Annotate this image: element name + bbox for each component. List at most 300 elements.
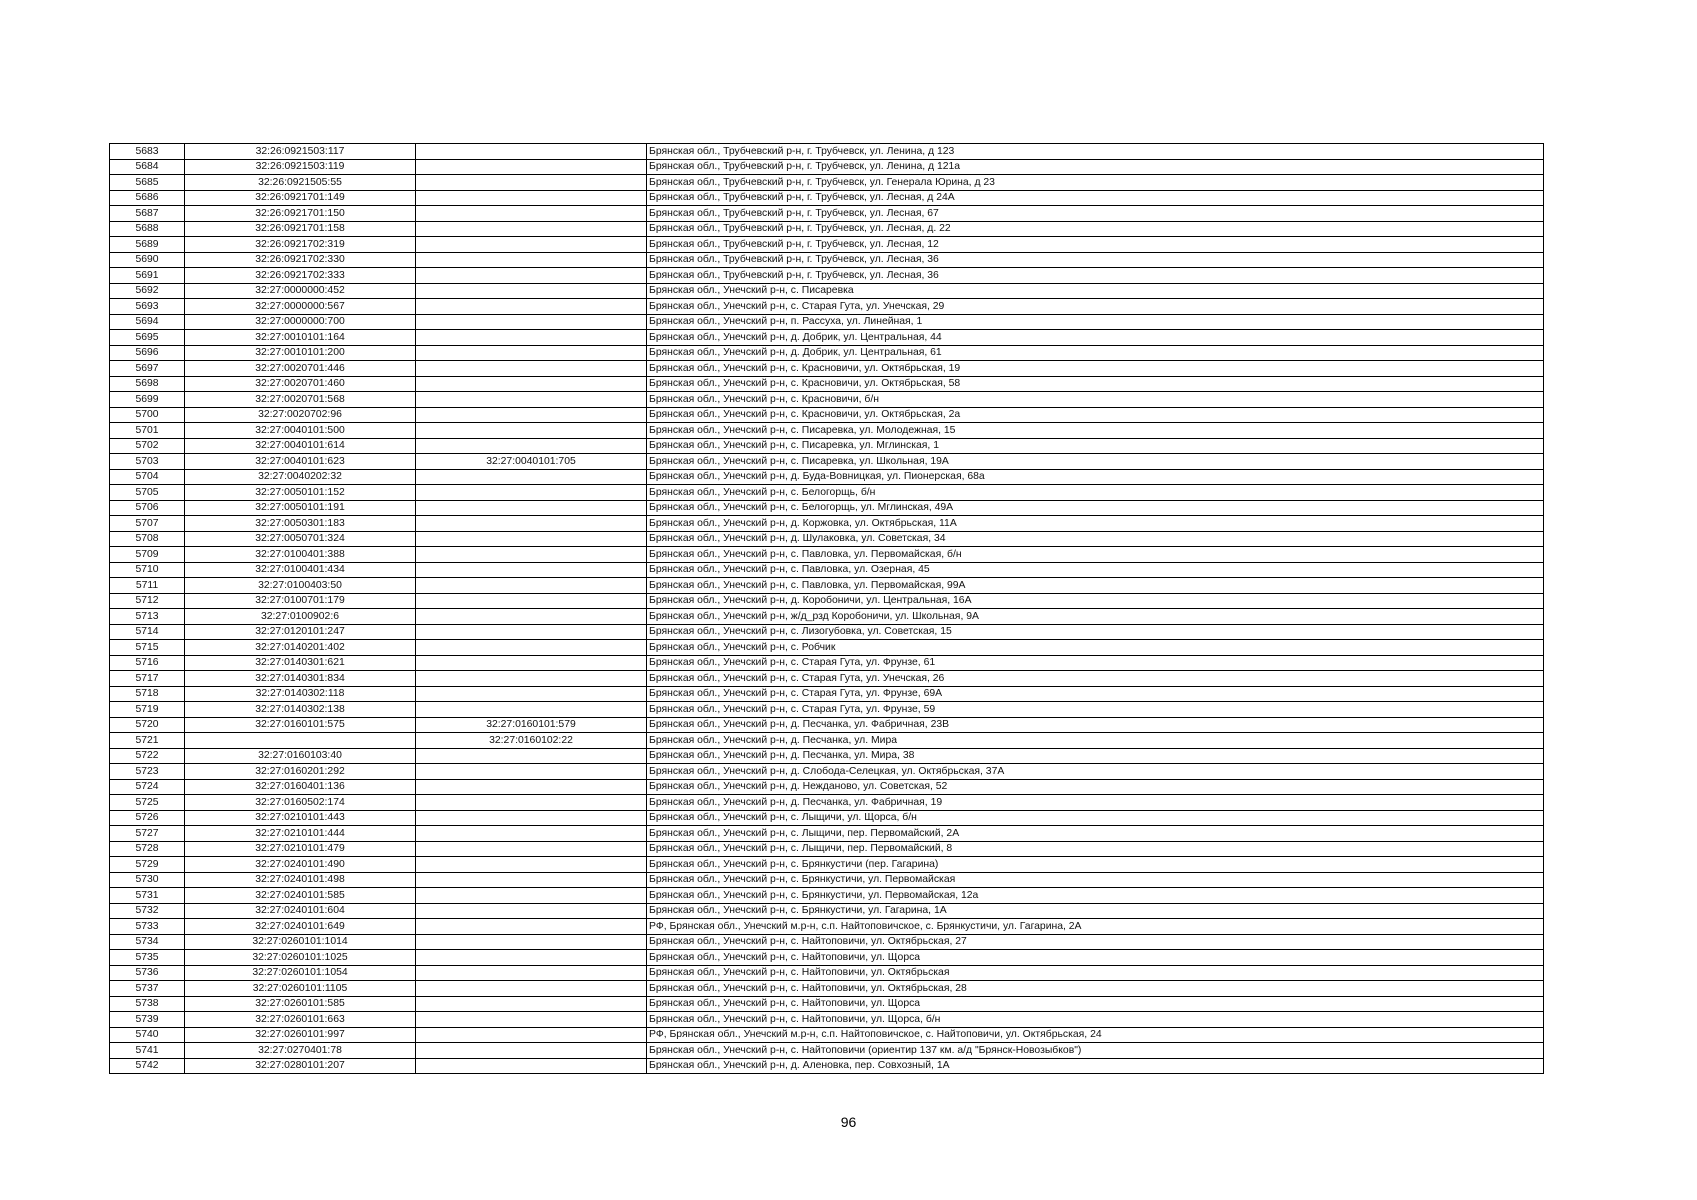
table-row <box>110 144 1544 160</box>
row-number-cell: 5734 <box>110 934 185 950</box>
table-row <box>110 407 1544 423</box>
row-number-cell: 5737 <box>110 981 185 997</box>
related-cadastral-number-cell <box>416 578 647 594</box>
address-cell: Брянская обл., Унечский р-н, с. Робчик <box>647 640 1544 656</box>
row-number-cell: 5717 <box>110 671 185 687</box>
table-row <box>110 268 1544 284</box>
table-row <box>110 841 1544 857</box>
table-row <box>110 500 1544 516</box>
row-number-cell: 5711 <box>110 578 185 594</box>
cadastral-number-cell: 32:27:0280101:207 <box>185 1058 416 1074</box>
address-cell: Брянская обл., Унечский р-н, с. Найтоповичи, ул. Щорса, б/н <box>647 1012 1544 1028</box>
cadastral-number-cell: 32:27:0100403:50 <box>185 578 416 594</box>
related-cadastral-number-cell: 32:27:0160102:22 <box>416 733 647 749</box>
address-cell: Брянская обл., Трубчевский р-н, г. Трубчевск, ул. Лесная, 12 <box>647 237 1544 253</box>
cadastral-number-cell: 32:27:0000000:700 <box>185 314 416 330</box>
address-cell: Брянская обл., Унечский р-н, д. Добрик, ул. Центральная, 61 <box>647 345 1544 361</box>
table-row <box>110 330 1544 346</box>
cadastral-number-cell: 32:26:0921503:119 <box>185 159 416 175</box>
table-row <box>110 485 1544 501</box>
row-number-cell: 5721 <box>110 733 185 749</box>
row-number-cell: 5741 <box>110 1043 185 1059</box>
row-number-cell: 5728 <box>110 841 185 857</box>
cadastral-number-cell: 32:27:0160502:174 <box>185 795 416 811</box>
table-row <box>110 593 1544 609</box>
row-number-cell: 5684 <box>110 159 185 175</box>
table-row <box>110 686 1544 702</box>
address-cell: Брянская обл., Унечский р-н, д. Коробоничи, ул. Центральная, 16А <box>647 593 1544 609</box>
table-row <box>110 190 1544 206</box>
related-cadastral-number-cell <box>416 764 647 780</box>
table-row <box>110 872 1544 888</box>
related-cadastral-number-cell <box>416 500 647 516</box>
row-number-cell: 5731 <box>110 888 185 904</box>
related-cadastral-number-cell <box>416 485 647 501</box>
related-cadastral-number-cell <box>416 206 647 222</box>
cadastral-number-cell: 32:27:0260101:663 <box>185 1012 416 1028</box>
address-cell: Брянская обл., Унечский р-н, с. Брянкустичи, ул. Гагарина, 1А <box>647 903 1544 919</box>
table-row <box>110 438 1544 454</box>
address-cell: Брянская обл., Унечский р-н, ж/д_рзд Коробоничи, ул. Школьная, 9А <box>647 609 1544 625</box>
row-number-cell: 5688 <box>110 221 185 237</box>
related-cadastral-number-cell <box>416 934 647 950</box>
related-cadastral-number-cell <box>416 655 647 671</box>
cadastral-number-cell: 32:27:0240101:585 <box>185 888 416 904</box>
table-row <box>110 702 1544 718</box>
related-cadastral-number-cell <box>416 1058 647 1074</box>
related-cadastral-number-cell <box>416 1012 647 1028</box>
row-number-cell: 5726 <box>110 810 185 826</box>
table-row <box>110 423 1544 439</box>
cadastral-number-cell: 32:26:0921701:158 <box>185 221 416 237</box>
related-cadastral-number-cell <box>416 547 647 563</box>
table-row <box>110 888 1544 904</box>
row-number-cell: 5704 <box>110 469 185 485</box>
address-cell: Брянская обл., Трубчевский р-н, г. Трубчевск, ул. Лесная, д 24А <box>647 190 1544 206</box>
related-cadastral-number-cell <box>416 516 647 532</box>
related-cadastral-number-cell <box>416 330 647 346</box>
row-number-cell: 5735 <box>110 950 185 966</box>
row-number-cell: 5707 <box>110 516 185 532</box>
cadastral-number-cell: 32:26:0921701:149 <box>185 190 416 206</box>
address-cell: Брянская обл., Унечский р-н, д. Коржовка, ул. Октябрьская, 11А <box>647 516 1544 532</box>
address-cell: Брянская обл., Трубчевский р-н, г. Трубчевск, ул. Лесная, 36 <box>647 268 1544 284</box>
cadastral-number-cell: 32:27:0240101:490 <box>185 857 416 873</box>
cadastral-number-cell: 32:27:0210101:444 <box>185 826 416 842</box>
cadastral-number-cell: 32:27:0160101:575 <box>185 717 416 733</box>
related-cadastral-number-cell <box>416 795 647 811</box>
table-row <box>110 159 1544 175</box>
table-row <box>110 237 1544 253</box>
table-row <box>110 903 1544 919</box>
address-cell: Брянская обл., Унечский р-н, д. Добрик, ул. Центральная, 44 <box>647 330 1544 346</box>
cadastral-number-cell: 32:26:0921701:150 <box>185 206 416 222</box>
table-row <box>110 857 1544 873</box>
address-cell: РФ, Брянская обл., Унечский м.р-н, с.п. Найтоповичское, с. Брянкустичи, ул. Гагарина, 2А <box>647 919 1544 935</box>
row-number-cell: 5730 <box>110 872 185 888</box>
table-row <box>110 283 1544 299</box>
cadastral-number-cell: 32:27:0050101:191 <box>185 500 416 516</box>
related-cadastral-number-cell <box>416 221 647 237</box>
row-number-cell: 5738 <box>110 996 185 1012</box>
row-number-cell: 5702 <box>110 438 185 454</box>
cadastral-number-cell: 32:27:0020701:446 <box>185 361 416 377</box>
address-cell: Брянская обл., Унечский р-н, с. Красновичи, ул. Октябрьская, 2а <box>647 407 1544 423</box>
address-cell: Брянская обл., Унечский р-н, с. Старая Гута, ул. Фрунзе, 59 <box>647 702 1544 718</box>
cadastral-number-cell: 32:27:0040202:32 <box>185 469 416 485</box>
related-cadastral-number-cell <box>416 841 647 857</box>
row-number-cell: 5698 <box>110 376 185 392</box>
cadastral-number-cell: 32:27:0160401:136 <box>185 779 416 795</box>
cadastral-number-cell: 32:27:0040101:623 <box>185 454 416 470</box>
table-row <box>110 252 1544 268</box>
related-cadastral-number-cell <box>416 702 647 718</box>
address-cell: Брянская обл., Трубчевский р-н, г. Трубчевск, ул. Генерала Юрина, д 23 <box>647 175 1544 191</box>
cadastral-number-cell: 32:27:0100401:434 <box>185 562 416 578</box>
related-cadastral-number-cell: 32:27:0160101:579 <box>416 717 647 733</box>
address-cell: Брянская обл., Унечский р-н, с. Старая Гута, ул. Фрунзе, 61 <box>647 655 1544 671</box>
row-number-cell: 5695 <box>110 330 185 346</box>
related-cadastral-number-cell <box>416 469 647 485</box>
address-cell: Брянская обл., Унечский р-н, с. Найтоповичи, ул. Октябрьская <box>647 965 1544 981</box>
table-row <box>110 795 1544 811</box>
row-number-cell: 5685 <box>110 175 185 191</box>
address-cell: Брянская обл., Унечский р-н, с. Писаревка <box>647 283 1544 299</box>
cadastral-number-cell: 32:27:0020701:460 <box>185 376 416 392</box>
address-cell: Брянская обл., Унечский р-н, с. Брянкустичи, ул. Первомайская <box>647 872 1544 888</box>
related-cadastral-number-cell <box>416 965 647 981</box>
row-number-cell: 5703 <box>110 454 185 470</box>
row-number-cell: 5683 <box>110 144 185 160</box>
address-cell: Брянская обл., Унечский р-н, с. Павловка, ул. Озерная, 45 <box>647 562 1544 578</box>
row-number-cell: 5708 <box>110 531 185 547</box>
row-number-cell: 5729 <box>110 857 185 873</box>
row-number-cell: 5733 <box>110 919 185 935</box>
row-number-cell: 5699 <box>110 392 185 408</box>
table-row <box>110 1043 1544 1059</box>
address-cell: Брянская обл., Унечский р-н, д. Слобода-Селецкая, ул. Октябрьская, 37А <box>647 764 1544 780</box>
related-cadastral-number-cell <box>416 531 647 547</box>
cadastral-number-cell: 32:26:0921503:117 <box>185 144 416 160</box>
row-number-cell: 5722 <box>110 748 185 764</box>
table-row <box>110 1058 1544 1074</box>
table-row <box>110 919 1544 935</box>
table-row <box>110 376 1544 392</box>
related-cadastral-number-cell <box>416 640 647 656</box>
table-row <box>110 516 1544 532</box>
row-number-cell: 5718 <box>110 686 185 702</box>
related-cadastral-number-cell <box>416 872 647 888</box>
address-cell: Брянская обл., Унечский р-н, с. Белогорщь, б/н <box>647 485 1544 501</box>
table-row <box>110 624 1544 640</box>
related-cadastral-number-cell <box>416 857 647 873</box>
address-cell: Брянская обл., Унечский р-н, с. Лизогубовка, ул. Советская, 15 <box>647 624 1544 640</box>
row-number-cell: 5710 <box>110 562 185 578</box>
address-cell: Брянская обл., Трубчевский р-н, г. Трубчевск, ул. Лесная, 67 <box>647 206 1544 222</box>
address-cell: Брянская обл., Унечский р-н, с. Найтоповичи, ул. Октябрьская, 27 <box>647 934 1544 950</box>
related-cadastral-number-cell <box>416 190 647 206</box>
cadastral-number-cell: 32:27:0100902:6 <box>185 609 416 625</box>
registry-table-body <box>110 144 1544 1074</box>
address-cell: Брянская обл., Унечский р-н, с. Красновичи, ул. Октябрьская, 58 <box>647 376 1544 392</box>
row-number-cell: 5714 <box>110 624 185 640</box>
table-row <box>110 206 1544 222</box>
address-cell: Брянская обл., Унечский р-н, д. Буда-Вовницкая, ул. Пионерская, 68а <box>647 469 1544 485</box>
address-cell: Брянская обл., Унечский р-н, с. Найтоповичи, ул. Октябрьская, 28 <box>647 981 1544 997</box>
cadastral-number-cell: 32:27:0100701:179 <box>185 593 416 609</box>
address-cell: Брянская обл., Унечский р-н, с. Лыщичи, пер. Первомайский, 2А <box>647 826 1544 842</box>
cadastral-number-cell: 32:27:0160201:292 <box>185 764 416 780</box>
cadastral-number-cell: 32:27:0140301:621 <box>185 655 416 671</box>
address-cell: Брянская обл., Унечский р-н, с. Брянкустичи (пер. Гагарина) <box>647 857 1544 873</box>
related-cadastral-number-cell <box>416 407 647 423</box>
address-cell: Брянская обл., Унечский р-н, с. Лыщичи, ул. Щорса, б/н <box>647 810 1544 826</box>
cadastral-number-cell: 32:26:0921702:333 <box>185 268 416 284</box>
cadastral-number-cell: 32:27:0260101:1025 <box>185 950 416 966</box>
table-row <box>110 345 1544 361</box>
row-number-cell: 5692 <box>110 283 185 299</box>
cadastral-number-cell: 32:27:0240101:649 <box>185 919 416 935</box>
related-cadastral-number-cell <box>416 686 647 702</box>
table-row <box>110 361 1544 377</box>
address-cell: Брянская обл., Унечский р-н, с. Красновичи, б/н <box>647 392 1544 408</box>
table-row <box>110 965 1544 981</box>
address-cell: Брянская обл., Унечский р-н, с. Красновичи, ул. Октябрьская, 19 <box>647 361 1544 377</box>
row-number-cell: 5689 <box>110 237 185 253</box>
related-cadastral-number-cell <box>416 299 647 315</box>
related-cadastral-number-cell <box>416 919 647 935</box>
row-number-cell: 5727 <box>110 826 185 842</box>
related-cadastral-number-cell <box>416 314 647 330</box>
address-cell: Брянская обл., Унечский р-н, с. Найтоповичи (ориентир 137 км. а/д "Брянск-Новозыбков") <box>647 1043 1544 1059</box>
related-cadastral-number-cell <box>416 562 647 578</box>
table-row <box>110 531 1544 547</box>
registry-table <box>109 143 1544 1074</box>
cadastral-number-cell: 32:27:0010101:200 <box>185 345 416 361</box>
cadastral-number-cell: 32:27:0210101:479 <box>185 841 416 857</box>
cadastral-number-cell: 32:27:0160103:40 <box>185 748 416 764</box>
cadastral-number-cell: 32:27:0260101:585 <box>185 996 416 1012</box>
cadastral-number-cell: 32:27:0040101:614 <box>185 438 416 454</box>
address-cell: Брянская обл., Унечский р-н, с. Старая Гута, ул. Унечская, 29 <box>647 299 1544 315</box>
related-cadastral-number-cell <box>416 810 647 826</box>
related-cadastral-number-cell: 32:27:0040101:705 <box>416 454 647 470</box>
table-row <box>110 578 1544 594</box>
row-number-cell: 5739 <box>110 1012 185 1028</box>
table-row <box>110 826 1544 842</box>
address-cell: Брянская обл., Унечский р-н, с. Старая Гута, ул. Фрунзе, 69А <box>647 686 1544 702</box>
table-row <box>110 299 1544 315</box>
table-row <box>110 733 1544 749</box>
row-number-cell: 5705 <box>110 485 185 501</box>
address-cell: Брянская обл., Унечский р-н, с. Лыщичи, пер. Первомайский, 8 <box>647 841 1544 857</box>
address-cell: Брянская обл., Унечский р-н, с. Белогорщь, ул. Мглинская, 49А <box>647 500 1544 516</box>
table-row <box>110 640 1544 656</box>
table-row <box>110 175 1544 191</box>
address-cell: Брянская обл., Унечский р-н, д. Песчанка, ул. Фабричная, 19 <box>647 795 1544 811</box>
related-cadastral-number-cell <box>416 981 647 997</box>
address-cell: Брянская обл., Трубчевский р-н, г. Трубчевск, ул. Ленина, д 121а <box>647 159 1544 175</box>
table-row <box>110 469 1544 485</box>
cadastral-number-cell: 32:27:0260101:1014 <box>185 934 416 950</box>
page-number: 96 <box>840 1114 857 1130</box>
related-cadastral-number-cell <box>416 252 647 268</box>
address-cell: Брянская обл., Трубчевский р-н, г. Трубчевск, ул. Ленина, д 123 <box>647 144 1544 160</box>
related-cadastral-number-cell <box>416 159 647 175</box>
table-row <box>110 934 1544 950</box>
address-cell: Брянская обл., Унечский р-н, с. Писаревка, ул. Школьная, 19А <box>647 454 1544 470</box>
row-number-cell: 5694 <box>110 314 185 330</box>
table-row <box>110 981 1544 997</box>
cadastral-number-cell: 32:26:0921505:55 <box>185 175 416 191</box>
related-cadastral-number-cell <box>416 268 647 284</box>
related-cadastral-number-cell <box>416 996 647 1012</box>
cadastral-number-cell: 32:27:0240101:604 <box>185 903 416 919</box>
cadastral-number-cell: 32:27:0260101:1054 <box>185 965 416 981</box>
cadastral-number-cell: 32:27:0260101:997 <box>185 1027 416 1043</box>
table-row <box>110 779 1544 795</box>
related-cadastral-number-cell <box>416 392 647 408</box>
address-cell: Брянская обл., Унечский р-н, с. Писаревка, ул. Молодежная, 15 <box>647 423 1544 439</box>
table-row <box>110 748 1544 764</box>
related-cadastral-number-cell <box>416 903 647 919</box>
address-cell: Брянская обл., Унечский р-н, с. Найтоповичи, ул. Щорса <box>647 996 1544 1012</box>
cadastral-number-cell: 32:27:0240101:498 <box>185 872 416 888</box>
related-cadastral-number-cell <box>416 748 647 764</box>
related-cadastral-number-cell <box>416 671 647 687</box>
cadastral-number-cell: 32:27:0040101:500 <box>185 423 416 439</box>
address-cell: Брянская обл., Унечский р-н, с. Старая Гута, ул. Унечская, 26 <box>647 671 1544 687</box>
cadastral-number-cell: 32:27:0100401:388 <box>185 547 416 563</box>
related-cadastral-number-cell <box>416 624 647 640</box>
address-cell: Брянская обл., Унечский р-н, д. Песчанка, ул. Мира, 38 <box>647 748 1544 764</box>
related-cadastral-number-cell <box>416 438 647 454</box>
cadastral-number-cell: 32:27:0210101:443 <box>185 810 416 826</box>
cadastral-number-cell <box>185 733 416 749</box>
table-row <box>110 655 1544 671</box>
table-row <box>110 717 1544 733</box>
row-number-cell: 5724 <box>110 779 185 795</box>
row-number-cell: 5709 <box>110 547 185 563</box>
row-number-cell: 5693 <box>110 299 185 315</box>
row-number-cell: 5697 <box>110 361 185 377</box>
related-cadastral-number-cell <box>416 175 647 191</box>
address-cell: Брянская обл., Унечский р-н, д. Шулаковка, ул. Советская, 34 <box>647 531 1544 547</box>
address-cell: Брянская обл., Унечский р-н, д. Аленовка, пер. Совхозный, 1А <box>647 1058 1544 1074</box>
row-number-cell: 5712 <box>110 593 185 609</box>
cadastral-number-cell: 32:27:0140301:834 <box>185 671 416 687</box>
related-cadastral-number-cell <box>416 826 647 842</box>
cadastral-number-cell: 32:27:0140302:118 <box>185 686 416 702</box>
row-number-cell: 5687 <box>110 206 185 222</box>
address-cell: Брянская обл., Унечский р-н, д. Песчанка, ул. Фабричная, 23В <box>647 717 1544 733</box>
related-cadastral-number-cell <box>416 237 647 253</box>
related-cadastral-number-cell <box>416 283 647 299</box>
table-row <box>110 996 1544 1012</box>
row-number-cell: 5740 <box>110 1027 185 1043</box>
address-cell: Брянская обл., Унечский р-н, с. Найтоповичи, ул. Щорса <box>647 950 1544 966</box>
row-number-cell: 5686 <box>110 190 185 206</box>
cadastral-number-cell: 32:27:0010101:164 <box>185 330 416 346</box>
related-cadastral-number-cell <box>416 423 647 439</box>
cadastral-number-cell: 32:27:0140302:138 <box>185 702 416 718</box>
table-row <box>110 392 1544 408</box>
table-row <box>110 1012 1544 1028</box>
table-row <box>110 671 1544 687</box>
row-number-cell: 5716 <box>110 655 185 671</box>
cadastral-number-cell: 32:26:0921702:319 <box>185 237 416 253</box>
related-cadastral-number-cell <box>416 345 647 361</box>
related-cadastral-number-cell <box>416 1027 647 1043</box>
table-row <box>110 562 1544 578</box>
row-number-cell: 5736 <box>110 965 185 981</box>
row-number-cell: 5706 <box>110 500 185 516</box>
cadastral-number-cell: 32:27:0020702:96 <box>185 407 416 423</box>
related-cadastral-number-cell <box>416 609 647 625</box>
address-cell: Брянская обл., Унечский р-н, с. Брянкустичи, ул. Первомайская, 12а <box>647 888 1544 904</box>
table-row <box>110 609 1544 625</box>
cadastral-number-cell: 32:27:0050101:152 <box>185 485 416 501</box>
row-number-cell: 5713 <box>110 609 185 625</box>
row-number-cell: 5701 <box>110 423 185 439</box>
row-number-cell: 5732 <box>110 903 185 919</box>
table-row <box>110 950 1544 966</box>
address-cell: Брянская обл., Трубчевский р-н, г. Трубчевск, ул. Лесная, 36 <box>647 252 1544 268</box>
row-number-cell: 5719 <box>110 702 185 718</box>
related-cadastral-number-cell <box>416 1043 647 1059</box>
row-number-cell: 5696 <box>110 345 185 361</box>
cadastral-number-cell: 32:27:0120101:247 <box>185 624 416 640</box>
address-cell: Брянская обл., Унечский р-н, с. Павловка, ул. Первомайская, 99А <box>647 578 1544 594</box>
cadastral-number-cell: 32:27:0000000:452 <box>185 283 416 299</box>
row-number-cell: 5720 <box>110 717 185 733</box>
row-number-cell: 5691 <box>110 268 185 284</box>
cadastral-number-cell: 32:26:0921702:330 <box>185 252 416 268</box>
table-row <box>110 764 1544 780</box>
address-cell: Брянская обл., Унечский р-н, д. Нежданово, ул. Советская, 52 <box>647 779 1544 795</box>
table-row <box>110 221 1544 237</box>
address-cell: РФ, Брянская обл., Унечский м.р-н, с.п. Найтоповичское, с. Найтоповичи, ул. Октябрьская, 24 <box>647 1027 1544 1043</box>
cadastral-number-cell: 32:27:0000000:567 <box>185 299 416 315</box>
related-cadastral-number-cell <box>416 779 647 795</box>
related-cadastral-number-cell <box>416 361 647 377</box>
cadastral-number-cell: 32:27:0050701:324 <box>185 531 416 547</box>
table-row <box>110 1027 1544 1043</box>
address-cell: Брянская обл., Трубчевский р-н, г. Трубчевск, ул. Лесная, д. 22 <box>647 221 1544 237</box>
related-cadastral-number-cell <box>416 950 647 966</box>
cadastral-number-cell: 32:27:0050301:183 <box>185 516 416 532</box>
cadastral-number-cell: 32:27:0270401:78 <box>185 1043 416 1059</box>
related-cadastral-number-cell <box>416 888 647 904</box>
related-cadastral-number-cell <box>416 376 647 392</box>
related-cadastral-number-cell <box>416 144 647 160</box>
row-number-cell: 5742 <box>110 1058 185 1074</box>
related-cadastral-number-cell <box>416 593 647 609</box>
row-number-cell: 5725 <box>110 795 185 811</box>
cadastral-number-cell: 32:27:0260101:1105 <box>185 981 416 997</box>
address-cell: Брянская обл., Унечский р-н, с. Писаревка, ул. Мглинская, 1 <box>647 438 1544 454</box>
address-cell: Брянская обл., Унечский р-н, д. Песчанка, ул. Мира <box>647 733 1544 749</box>
table-row <box>110 454 1544 470</box>
table-row <box>110 547 1544 563</box>
row-number-cell: 5723 <box>110 764 185 780</box>
address-cell: Брянская обл., Унечский р-н, с. Павловка, ул. Первомайская, б/н <box>647 547 1544 563</box>
cadastral-number-cell: 32:27:0020701:568 <box>185 392 416 408</box>
cadastral-number-cell: 32:27:0140201:402 <box>185 640 416 656</box>
row-number-cell: 5700 <box>110 407 185 423</box>
address-cell: Брянская обл., Унечский р-н, п. Рассуха, ул. Линейная, 1 <box>647 314 1544 330</box>
table-row <box>110 810 1544 826</box>
